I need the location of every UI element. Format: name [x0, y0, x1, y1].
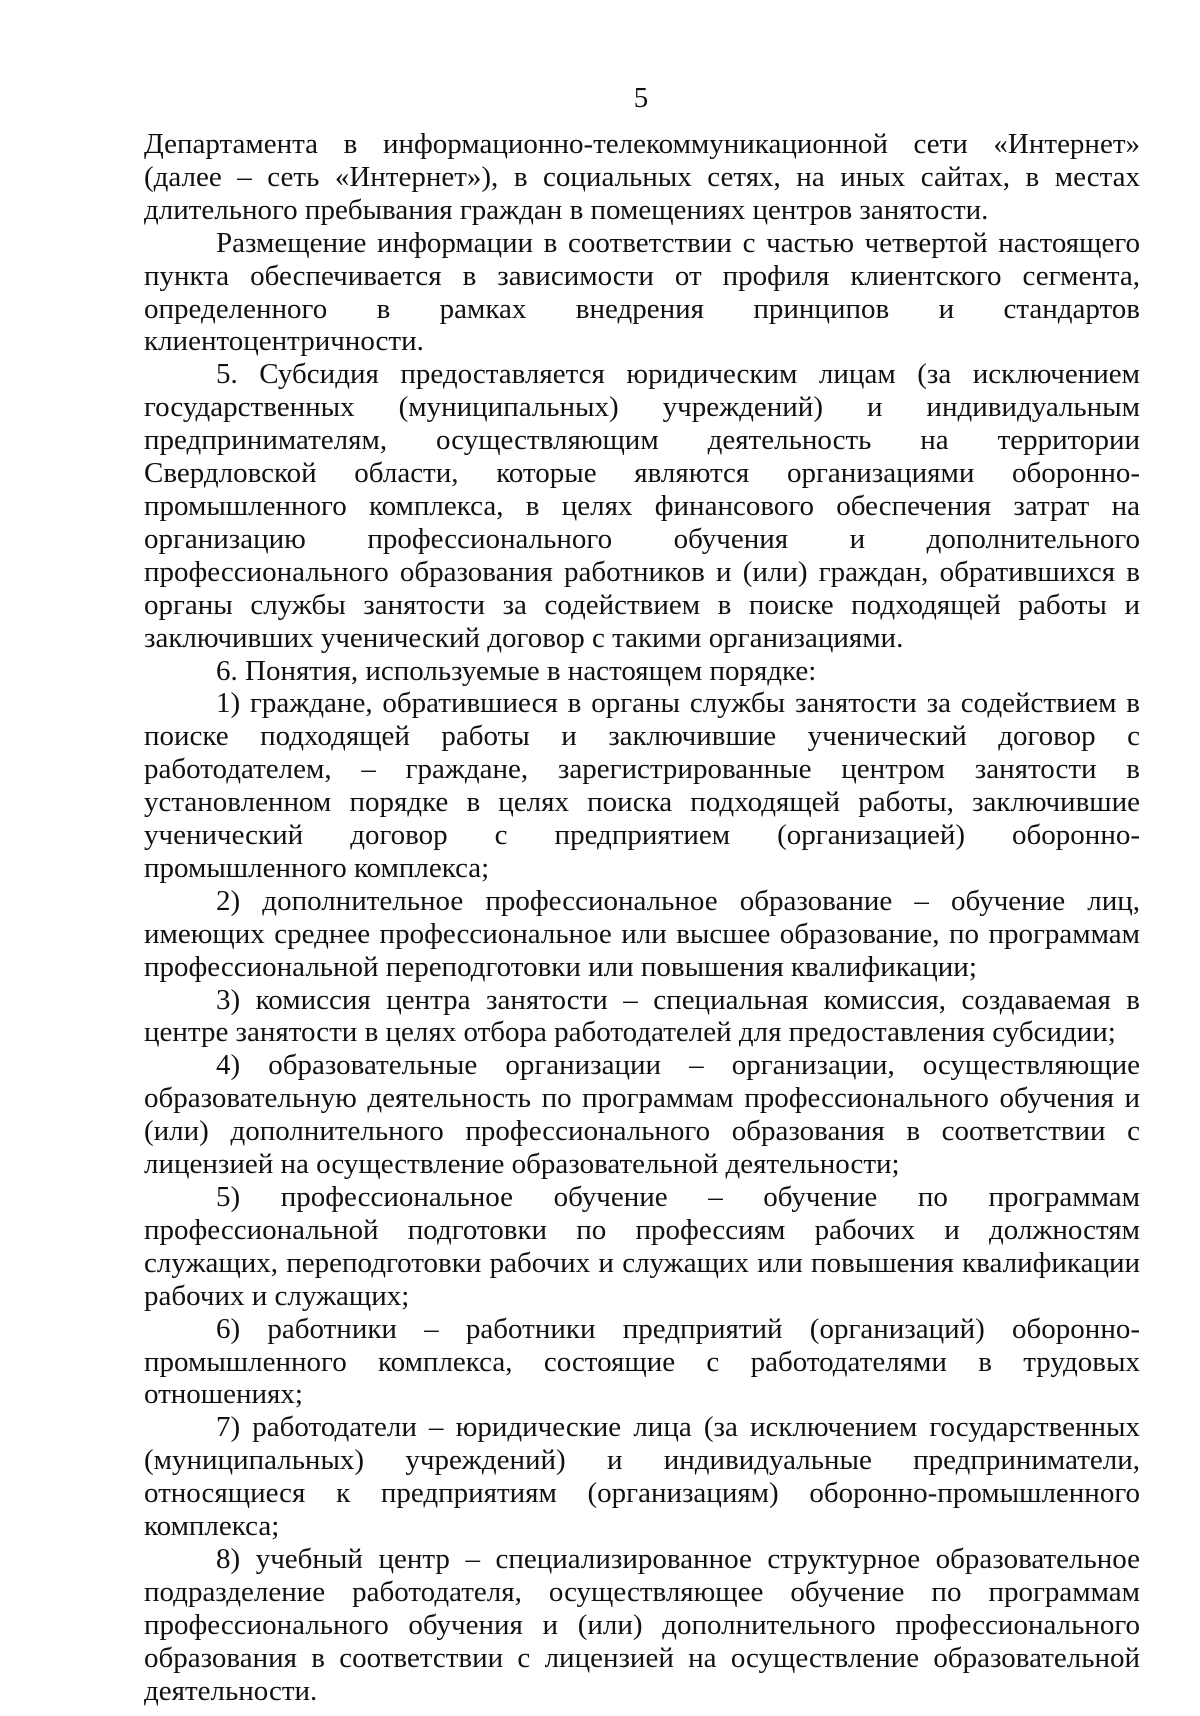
- paragraph-item-5-subsidy: 5. Субсидия предоставляется юридическим лицам (за исключением государственных (муниципальных) учреждений) и индивидуальным предпринимателям, осуществляющим деятельность на территории Свердловской области, которые являются организациями оборонно-промышленного комплекса, в целях финансового обеспечения затрат на организацию профессионального обучения и дополнительного профессионального образования работников и (или) граждан, обратившихся в органы службы занятости за содействием в поиске подходящей работы и заключивших ученический договор с такими организациями.: [144, 358, 1140, 654]
- definition-5-vocational-training: 5) профессиональное обучение – обучение по программам профессиональной подготовки по профессиям рабочих и должностям служащих, переподготовки рабочих и служащих или повышения квалификации рабочих и служащих;: [144, 1181, 1140, 1312]
- definition-3-commission: 3) комиссия центра занятости – специальная комиссия, создаваемая в центре занятости в целях отбора работодателей для предоставления субсидии;: [144, 983, 1140, 1049]
- definition-4-educational-organizations: 4) образовательные организации – организации, осуществляющие образовательную деятельность по программам профессионального обучения и (или) дополнительного профессионального образования в соответствии с лицензией на осуществление образовательной деятельности;: [144, 1049, 1140, 1181]
- paragraph-continuation: Департамента в информационно-телекоммуникационной сети «Интернет» (далее – сеть «Интернет»), в социальных сетях, на иных сайтах, в местах длительного пребывания граждан в помещениях центров занятости.: [144, 128, 1140, 226]
- definition-6-workers: 6) работники – работники предприятий (организаций) оборонно-промышленного комплекса, состоящие с работодателями в трудовых отношениях;: [144, 1312, 1140, 1411]
- page-number: 5: [633, 82, 649, 114]
- definition-2-additional-education: 2) дополнительное профессиональное образование – обучение лиц, имеющих среднее профессиональное или высшее образование, по программам профессиональной переподготовки или повышения квалификации;: [144, 884, 1140, 983]
- definition-8-training-center: 8) учебный центр – специализированное структурное образовательное подразделение работодателя, осуществляющее обучение по программам профессионального обучения и (или) дополнительного профессионального образования в соответствии с лицензией на осуществление образовательной деятельности.: [144, 1542, 1140, 1707]
- definition-1-citizens: 1) граждане, обратившиеся в органы службы занятости за содействием в поиске подходящей работы и заключившие ученический договор с работодателем, – граждане, зарегистрированные центром занятости в установленном порядке в целях поиска подходящей работы, заключившие ученический договор с предприятием (организацией) оборонно-промышленного комплекса;: [144, 687, 1140, 884]
- definition-7-employers: 7) работодатели – юридические лица (за исключением государственных (муниципальных) учреждений) и индивидуальные предприниматели, относящиеся к предприятиям (организациям) оборонно-промышленного комплекса;: [144, 1411, 1140, 1543]
- paragraph-info-placement: Размещение информации в соответствии с частью четвертой настоящего пункта обеспечивается в зависимости от профиля клиентского сегмента, определенного в рамках внедрения принципов и стандартов клиентоцентричности.: [144, 226, 1140, 358]
- document-body: [144, 128, 1140, 1708]
- paragraph-item-6-concepts: 6. Понятия, используемые в настоящем порядке:: [216, 654, 817, 687]
